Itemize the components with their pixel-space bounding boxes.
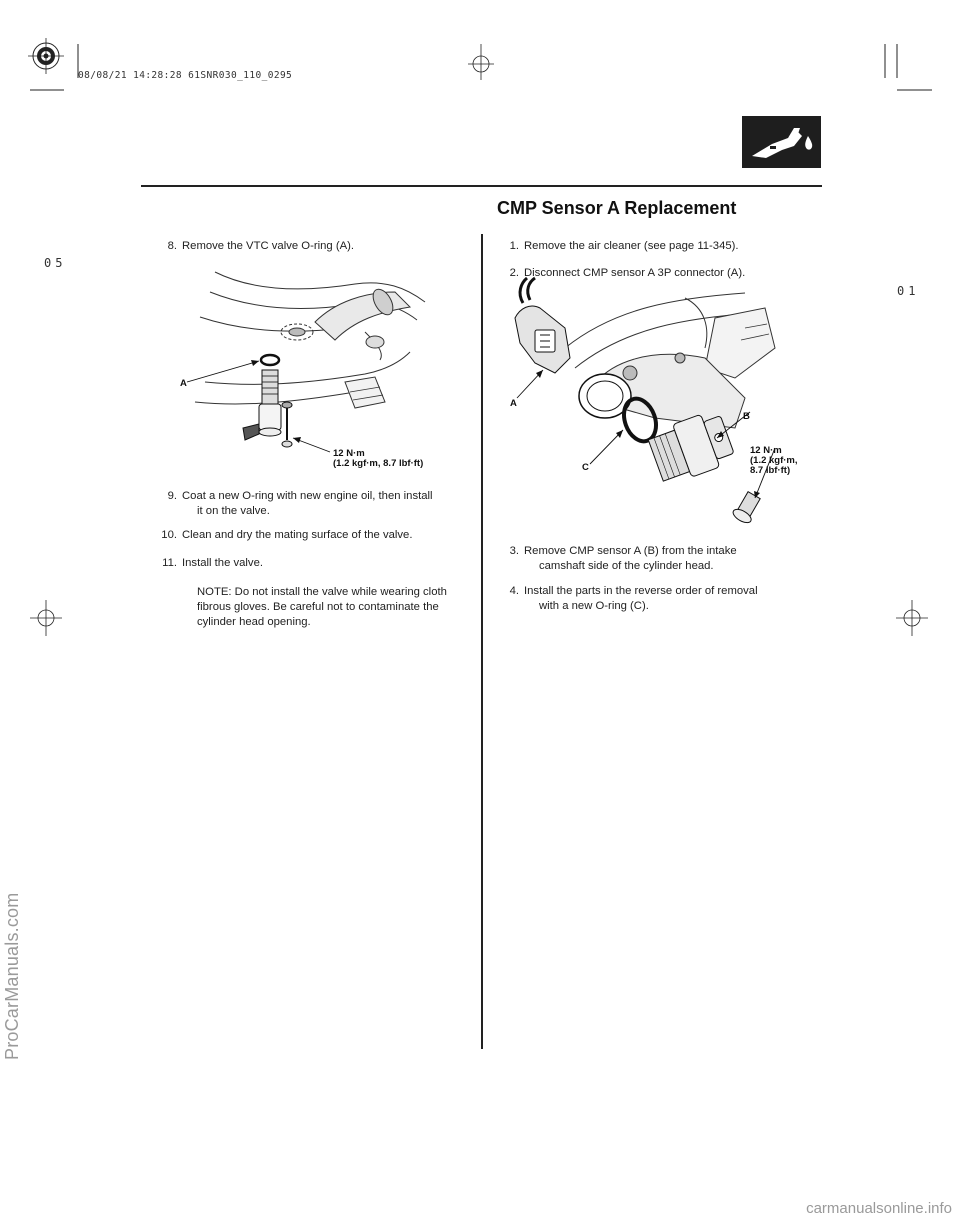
step-text [524,544,737,574]
torque-spec-right-line1: 12 N·m [750,445,782,456]
step-text: Remove the VTC valve O-ring (A). [182,240,355,252]
step-11 [155,556,475,572]
callout-c: C [582,462,589,473]
step-1 [497,239,817,255]
step-text-line2: camshaft side of the cylinder head. [539,560,714,572]
crosshair-icon [468,44,494,80]
note-line-1: NOTE: Do not install the valve while wearing cloth [197,586,447,598]
step-number: 3. [509,545,519,557]
crosshair-icon [896,600,928,636]
step-2 [497,266,817,282]
step-text-line2: it on the valve. [197,505,270,517]
margin-number-left: 05 [44,256,67,270]
note-line-3: cylinder head opening. [197,616,311,628]
section-icon-box [742,116,821,168]
step-text: Install the valve. [182,557,264,569]
step-4 [497,584,817,616]
torque-spec-right-line2: (1.2 kgf·m, [750,455,798,466]
callout-a-left: A [180,378,187,389]
step-text: Disconnect CMP sensor A 3P connector (A). [524,267,746,279]
torque-spec-left-line1: 12 N·m [333,448,365,459]
step-text [182,489,433,519]
margin-number-right: 01 [897,284,920,298]
step-text-line1: Coat a new O-ring with new engine oil, then install [182,490,433,502]
header-rule [141,185,822,187]
callout-a-right: A [510,398,517,409]
fuel-nozzle-icon [742,116,821,168]
step-number: 11. [162,557,177,569]
registration-target-icon [28,38,64,74]
step-number: 2. [509,267,519,279]
note-line-2: fibrous gloves. Be careful not to contaminate the [197,601,439,613]
torque-spec-right-line3: 8.7 lbf·ft) [750,465,791,476]
step-9 [155,489,475,521]
step-text-line2: with a new O-ring (C). [539,600,649,612]
vtc-valve-illustration [195,262,455,462]
step-10 [155,528,475,544]
step-number: 10. [161,529,177,541]
cmp-sensor-illustration [505,288,805,538]
print-timestamp: 08/08/21 14:28:28 61SNR030_110_0295 [78,70,293,81]
step-text-line1: Install the parts in the reverse order of removal [524,585,758,597]
installation-note [182,585,472,630]
page-title: CMP Sensor A Replacement [497,198,737,218]
step-number: 9. [167,490,177,502]
step-text-line1: Remove CMP sensor A (B) from the intake [524,545,737,557]
step-text: Clean and dry the mating surface of the valve. [182,529,413,541]
step-number: 8. [167,240,177,252]
bottom-watermark: carmanualsonline.info [806,1200,952,1217]
step-8 [155,239,475,255]
crosshair-icon [30,600,62,636]
step-text [524,584,758,614]
torque-spec-left-line2: (1.2 kgf·m, 8.7 lbf·ft) [333,458,424,469]
step-number: 1. [509,240,519,252]
vertical-watermark: ProCarManuals.com [2,892,22,1060]
step-text: Remove the air cleaner (see page 11-345). [524,240,739,252]
step-3 [497,544,817,576]
callout-b: B [743,411,750,422]
column-divider [481,234,483,1049]
step-number: 4. [509,585,519,597]
